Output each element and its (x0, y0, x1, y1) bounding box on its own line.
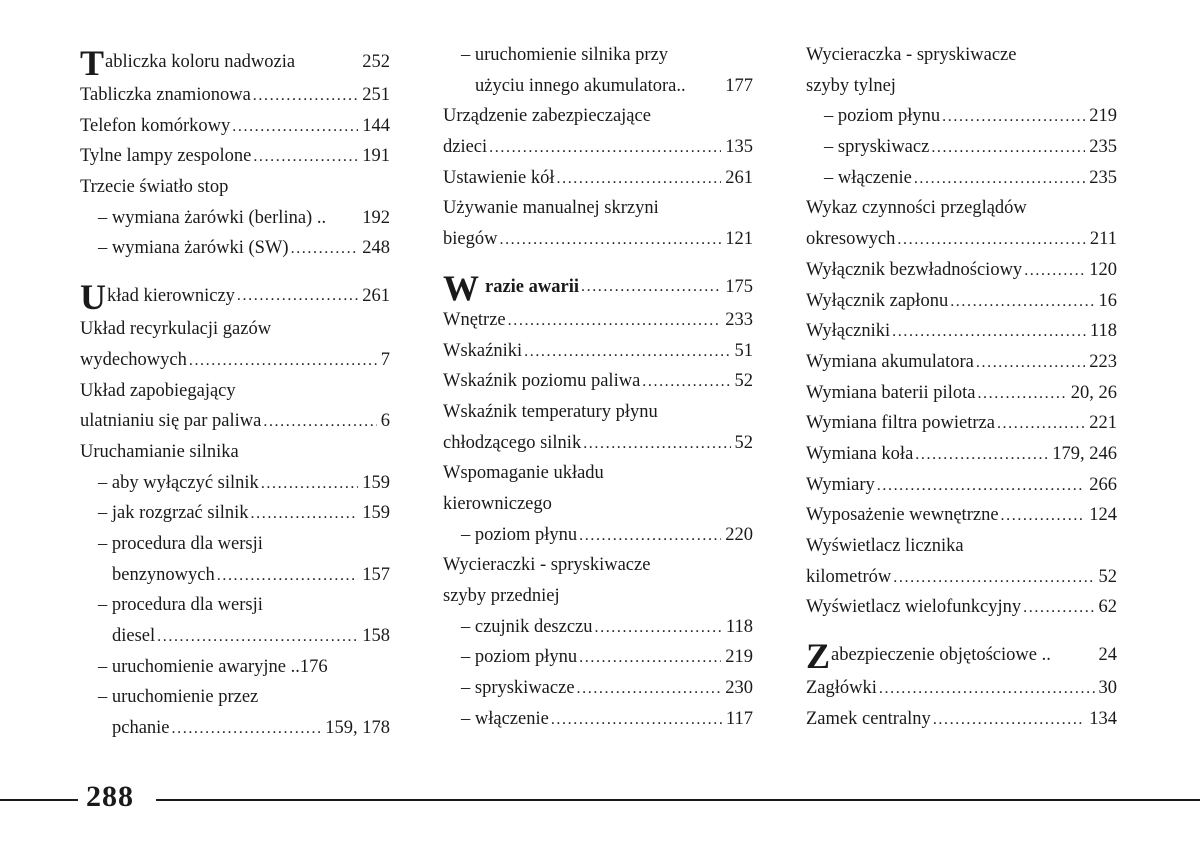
index-entry (806, 163, 1117, 194)
entry-text: – włączenie (461, 708, 549, 729)
leader-dots (263, 407, 376, 438)
leader-dots (893, 563, 1094, 594)
page-number: 288 (86, 780, 134, 813)
entry-text: Wymiana filtra powietrza (806, 413, 995, 434)
entry-text: Wycieraczki - spryskiwacze (443, 555, 651, 576)
entry-text: – procedura dla wersji (98, 595, 263, 616)
leader-dots (1001, 501, 1086, 532)
entry-page: 221 (1089, 413, 1117, 434)
entry-text: Wyłączniki (806, 321, 891, 342)
index-entry (80, 274, 390, 318)
entry-page: 159, 178 (325, 718, 390, 739)
entry-text: okresowych (806, 229, 896, 250)
index-entry (443, 366, 753, 397)
entry-page: 251 (362, 85, 390, 105)
entry-page: 159 (362, 472, 390, 493)
entry-page: 16 (1098, 290, 1117, 311)
entry-text: – poziom płynu (824, 106, 941, 127)
entry-page: 159 (362, 503, 390, 524)
entry-text: kład kierowniczy (107, 286, 235, 307)
leader-dots (172, 714, 322, 745)
index-entry (80, 40, 390, 83)
entry-page: 233 (725, 309, 753, 330)
entry-page: 177 (725, 75, 753, 96)
entry-page: 24 (1098, 645, 1117, 666)
section-letter: T (80, 43, 105, 83)
entry-text: Zagłówki (806, 678, 877, 699)
entry-text: Układ zapobiegający (80, 380, 236, 401)
leader-dots (291, 234, 359, 265)
index-entry (443, 397, 753, 428)
index-group (443, 265, 753, 735)
entry-text: Tylne lampy zespolone (80, 146, 252, 167)
leader-dots (942, 102, 1085, 133)
index-entry (443, 163, 753, 194)
section-letter: U (80, 277, 106, 318)
leader-dots (551, 705, 722, 736)
entry-page: 124 (1089, 505, 1117, 526)
leader-dots (237, 281, 358, 312)
entry-text: – wymiana żarówki (berlina) .. (98, 207, 327, 228)
index-entry (806, 224, 1117, 255)
footer-rule-right (156, 799, 1200, 801)
index-entry (443, 642, 753, 673)
entry-page: 266 (1089, 474, 1117, 495)
index-entry (443, 336, 753, 367)
index-entry (806, 132, 1117, 163)
index-entry (80, 233, 390, 264)
entry-page: 261 (362, 286, 390, 307)
entry-page: 235 (1089, 137, 1117, 158)
entry-page: 261 (725, 167, 753, 188)
entry-text: Wskaźnik poziomu paliwa (443, 371, 641, 392)
entry-page: 179, 246 (1052, 443, 1117, 464)
index-entry (443, 71, 753, 102)
entry-page: 52 (734, 432, 753, 453)
entry-page: 211 (1089, 229, 1117, 250)
leader-dots (595, 613, 722, 644)
entry-text: Wnętrze (443, 309, 506, 330)
index-entry (443, 265, 753, 308)
leader-dots (217, 561, 359, 592)
entry-text: użyciu innego akumulatora.. (475, 75, 686, 96)
entry-page: 20, 26 (1070, 382, 1117, 403)
index-entry (443, 224, 753, 255)
index-entry (443, 489, 753, 520)
entry-text: Telefon komórkowy (80, 115, 231, 136)
index-column-2 (443, 40, 753, 734)
leader-dots (642, 367, 730, 398)
entry-text: Wspomaganie układu (443, 463, 604, 484)
index-entry (806, 40, 1117, 71)
entry-page: 230 (725, 678, 753, 699)
index-entry (806, 500, 1117, 531)
index-entry (80, 141, 390, 172)
entry-text: Używanie manualnej skrzyni (443, 198, 659, 219)
index-group (80, 274, 390, 744)
entry-text: Zamek centralny (806, 708, 931, 729)
entry-text: – wymiana żarówki (SW) (98, 238, 289, 259)
leader-dots (577, 674, 722, 705)
index-entry (80, 590, 390, 621)
leader-dots (253, 81, 358, 112)
leader-dots (251, 499, 359, 530)
entry-text: Wyłącznik zapłonu (806, 290, 949, 311)
entry-text: dzieci (443, 137, 488, 158)
entry-text: Wymiana koła (806, 443, 914, 464)
entry-text: chłodzącego silnik (443, 432, 582, 453)
index-entry (443, 193, 753, 224)
entry-text: – uruchomienie awaryjne ..176 (98, 656, 328, 677)
leader-dots (976, 348, 1085, 379)
index-entry (806, 316, 1117, 347)
entry-text: Trzecie światło stop (80, 177, 229, 198)
entry-page: 117 (725, 708, 753, 729)
entry-page: 52 (734, 371, 753, 392)
entry-page: 52 (1098, 566, 1117, 587)
index-entry (80, 468, 390, 499)
index-entry (443, 132, 753, 163)
entry-text: wydechowych (80, 349, 187, 370)
index-group (443, 40, 753, 255)
index-column-1 (80, 40, 390, 744)
entry-text: benzynowych (112, 564, 215, 585)
leader-dots (583, 429, 730, 460)
index-entry (443, 40, 753, 71)
section-letter: W (443, 267, 479, 308)
leader-dots (914, 164, 1085, 195)
leader-dots (1024, 256, 1085, 287)
index-entry (80, 621, 390, 652)
index-entry (443, 704, 753, 735)
index-entry (80, 376, 390, 407)
entry-page: 135 (725, 137, 753, 158)
leader-dots (508, 306, 722, 337)
index-entry (806, 633, 1117, 677)
entry-text: Układ recyrkulacji gazów (80, 319, 272, 340)
index-entry (443, 305, 753, 336)
entry-page: 120 (1089, 259, 1117, 280)
entry-text: – procedura dla wersji (98, 533, 263, 554)
index-entry (806, 347, 1117, 378)
entry-text: ulatnianiu się par paliwa (80, 411, 262, 432)
leader-dots (997, 409, 1085, 440)
leader-dots (579, 643, 721, 674)
index-entry (806, 562, 1117, 593)
leader-dots (877, 471, 1085, 502)
index-column-3 (806, 40, 1117, 734)
entry-text: kilometrów (806, 566, 892, 587)
entry-text: – włączenie (824, 167, 912, 188)
entry-page: 30 (1098, 678, 1117, 699)
entry-text: Ustawienie kół (443, 167, 555, 188)
entry-page: 134 (1089, 708, 1117, 729)
entry-text: Wycieraczka - spryskiwacze (806, 45, 1017, 65)
index-entry (80, 203, 390, 234)
entry-text: – jak rozgrzać silnik (98, 503, 249, 524)
leader-dots (189, 346, 377, 377)
leader-dots (933, 705, 1085, 736)
leader-dots (897, 225, 1086, 256)
index-entry (80, 652, 390, 683)
index-entry (80, 314, 390, 345)
page-footer (0, 780, 1200, 820)
index-entry (443, 520, 753, 551)
entry-text: – poziom płynu (461, 647, 578, 668)
index-entry (80, 345, 390, 376)
index-entry (80, 172, 390, 203)
entry-text: Urządzenie zabezpieczające (443, 106, 651, 127)
entry-page: 158 (362, 626, 390, 646)
entry-text: szyby przedniej (443, 586, 560, 606)
index-entry (806, 101, 1117, 132)
entry-text: razie awarii (485, 277, 579, 298)
leader-dots (557, 164, 722, 195)
entry-page: 223 (1089, 351, 1117, 372)
index-entry (806, 286, 1117, 317)
index-entry (806, 439, 1117, 470)
entry-page: 191 (362, 146, 390, 167)
leader-dots (261, 469, 358, 500)
index-group (806, 40, 1117, 623)
entry-page: 157 (362, 564, 390, 585)
entry-page: 235 (1089, 167, 1117, 188)
index-entry (443, 673, 753, 704)
entry-text: szyby tylnej (806, 75, 896, 96)
index-entry (80, 682, 390, 713)
leader-dots (879, 674, 1095, 705)
leader-dots (579, 521, 721, 552)
index-entry (806, 704, 1117, 735)
entry-text: Wymiana akumulatora (806, 351, 974, 372)
entry-page: 7 (380, 349, 390, 370)
index-entry (80, 437, 390, 468)
index-group (806, 633, 1117, 734)
index-entry (80, 529, 390, 560)
entry-text: Wyposażenie wewnętrzne (806, 505, 999, 526)
entry-text: Wymiary (806, 474, 875, 495)
leader-dots (977, 379, 1066, 410)
entry-text: Uruchamianie silnika (80, 441, 239, 462)
entry-text: Wyświetlacz licznika (806, 536, 964, 556)
entry-page: 6 (380, 411, 390, 432)
entry-text: – uruchomienie przez (98, 687, 259, 708)
index-entry (806, 408, 1117, 439)
leader-dots (581, 272, 721, 303)
index-entry (80, 80, 390, 111)
index-entry (806, 531, 1117, 562)
entry-text: – spryskiwacz (824, 137, 930, 158)
index-entry (80, 560, 390, 591)
index-entry (806, 378, 1117, 409)
leader-dots (915, 440, 1048, 471)
entry-text: pchanie (112, 718, 170, 739)
entry-text: Wskaźnik temperatury płynu (443, 401, 658, 422)
index-entry (80, 111, 390, 142)
entry-text: abezpieczenie objętościowe .. (831, 645, 1051, 666)
index-entry (806, 673, 1117, 704)
entry-text: – spryskiwacze (461, 678, 575, 699)
index-entry (443, 581, 753, 612)
entry-page: 252 (362, 52, 390, 73)
footer-rule-left (0, 799, 78, 801)
leader-dots (499, 225, 721, 256)
entry-page: 51 (734, 340, 753, 361)
leader-dots (253, 142, 358, 173)
index-group (80, 40, 390, 264)
index-entry (806, 71, 1117, 102)
entry-page: 248 (362, 238, 390, 259)
entry-text: Wyłącznik bezwładnościowy (806, 259, 1023, 280)
entry-text: Wyświetlacz wielofunkcyjny (806, 597, 1022, 618)
entry-page: 192 (362, 207, 390, 228)
entry-page: 144 (362, 115, 390, 136)
leader-dots (892, 317, 1086, 348)
leader-dots (950, 287, 1094, 318)
leader-dots (1023, 593, 1094, 624)
entry-text: kierowniczego (443, 493, 552, 514)
index-entry (806, 193, 1117, 224)
entry-text: Wymiana baterii pilota (806, 382, 976, 403)
index-entry (80, 498, 390, 529)
entry-page: 219 (725, 647, 753, 668)
entry-page: 118 (725, 616, 753, 637)
entry-text: – uruchomienie silnika przy (461, 45, 669, 65)
entry-text: Wskaźniki (443, 340, 523, 361)
index-entry (806, 255, 1117, 286)
leader-dots (157, 622, 358, 653)
entry-text: Wykaz czynności przeglądów (806, 198, 1027, 219)
index-entry (80, 713, 390, 744)
entry-page: 219 (1089, 106, 1117, 127)
index-entry (443, 612, 753, 643)
index-entry (806, 592, 1117, 623)
leader-dots (489, 133, 721, 164)
entry-page: 62 (1098, 597, 1117, 618)
entry-page: 220 (725, 524, 753, 545)
index-entry (806, 470, 1117, 501)
entry-text: abliczka koloru nadwozia (105, 52, 296, 73)
index-entry (443, 550, 753, 581)
index-entry (80, 406, 390, 437)
entry-text: – poziom płynu (461, 524, 578, 545)
leader-dots (931, 133, 1085, 164)
section-letter: Z (806, 636, 831, 677)
index-entry (443, 458, 753, 489)
entry-page: 118 (1089, 321, 1117, 342)
leader-dots (524, 337, 730, 368)
entry-text: – czujnik deszczu (461, 616, 593, 637)
entry-page: 175 (725, 277, 753, 298)
leader-dots (232, 112, 358, 143)
entry-text: – aby wyłączyć silnik (98, 472, 259, 493)
index-entry (443, 101, 753, 132)
entry-page: 121 (725, 229, 753, 250)
index-entry (443, 428, 753, 459)
entry-text: Tabliczka znamionowa (80, 85, 251, 105)
entry-text: diesel (112, 626, 156, 646)
entry-text: biegów (443, 229, 498, 250)
